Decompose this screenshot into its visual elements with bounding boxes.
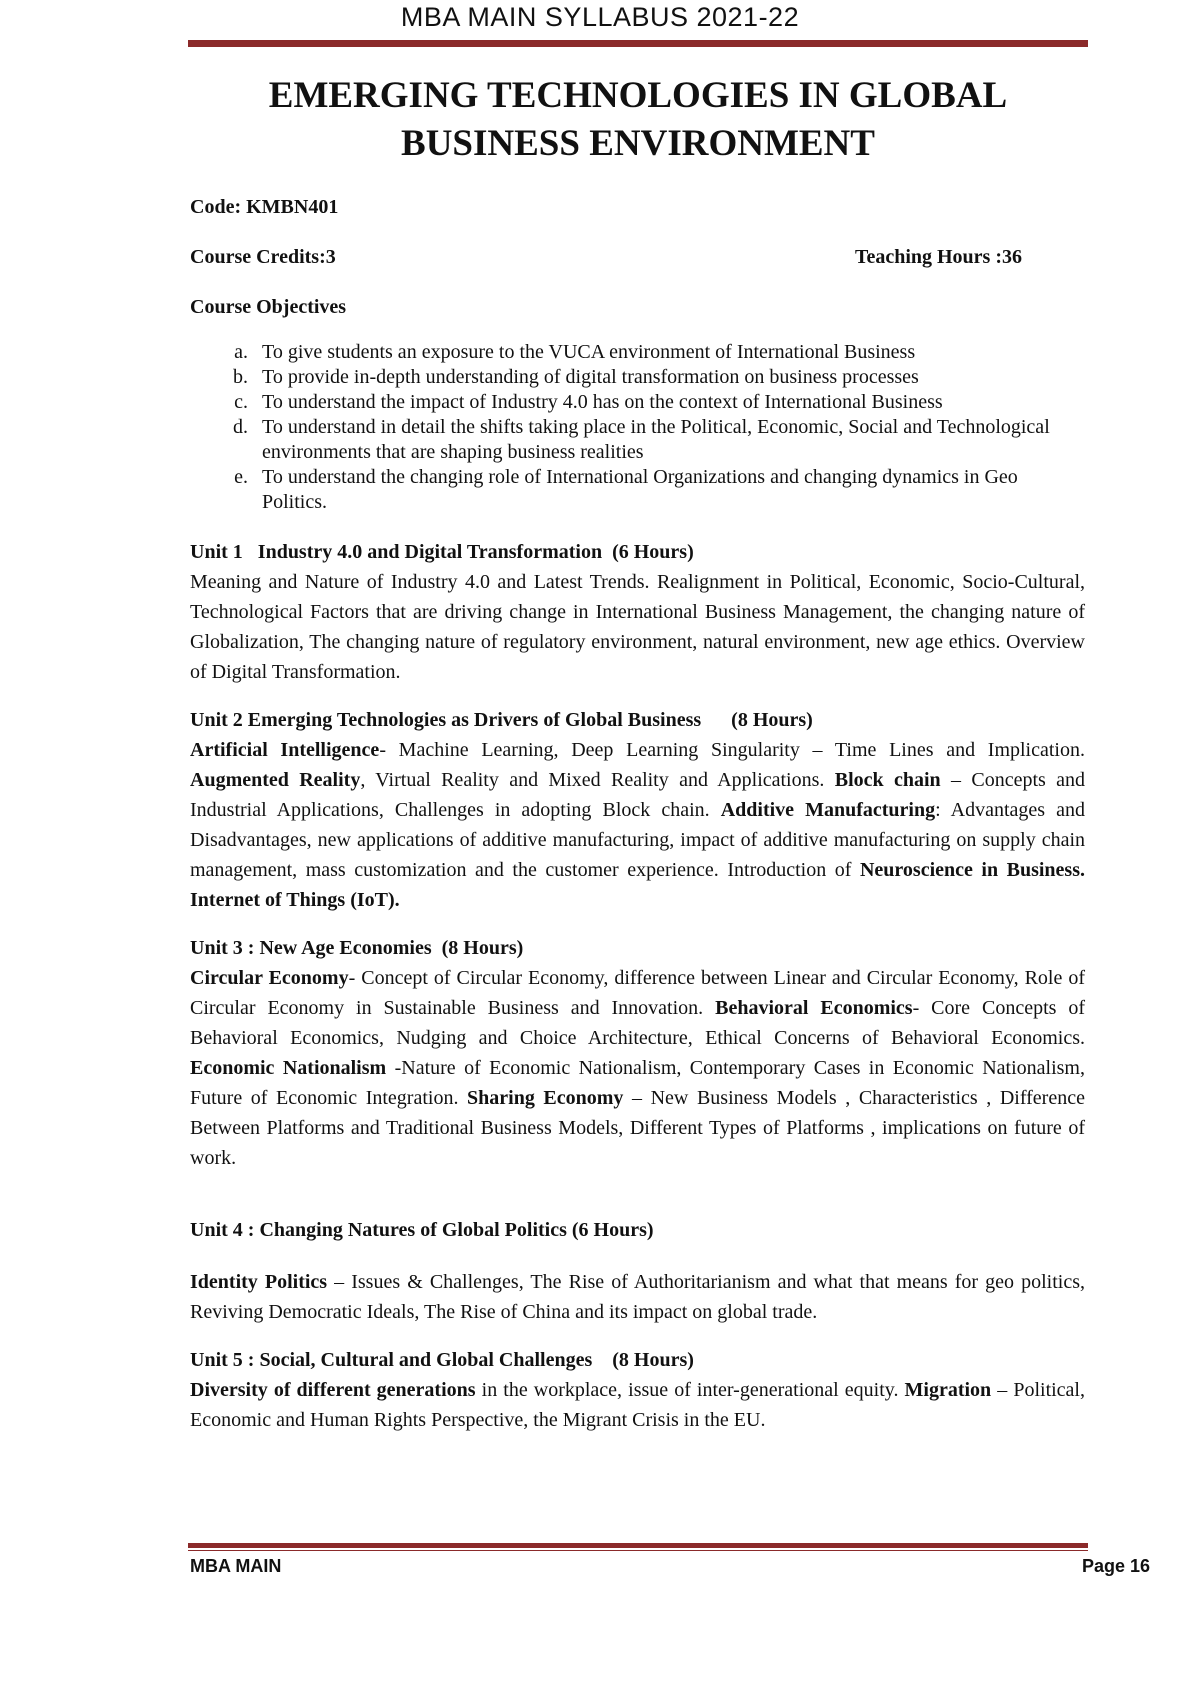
footer-rule (188, 1543, 1088, 1548)
term-migration: Migration (904, 1379, 992, 1401)
unit-2-heading: Unit 2 Emerging Technologies as Drivers of Global Business (8 Hours) (190, 709, 813, 731)
text-run: - Core Concepts of Behavioral Economics, Nudging and Choice Architecture, Ethical Concerns of Behavioral Economics. (190, 997, 1086, 1049)
term-ai: Artificial Intelligence (190, 739, 380, 761)
term-identity: Identity Politics (190, 1271, 328, 1293)
item-text: To understand the changing role of International Organizations and changing dynamics in Geo Politics. (262, 466, 1018, 513)
term-sharing: Sharing Economy (467, 1087, 624, 1109)
objectives-list (190, 340, 1085, 515)
text-run: : Advantages and Disadvantages, new applications of additive manufacturing, impact of additive manufacturing on supply chain management, mass customization and the customer experience. Introduction of (190, 799, 1085, 881)
title-line-2: BUSINESS ENVIRONMENT (401, 123, 875, 164)
term-circular: Circular Economy (190, 967, 349, 989)
item-letter: a. (234, 341, 248, 363)
item-letter: e. (234, 466, 248, 488)
unit-1 (190, 537, 1085, 687)
footer-label: MBA MAIN (190, 1556, 282, 1576)
item-text: To understand the impact of Industry 4.0 has on the context of International Business (262, 391, 943, 413)
unit-3-body (190, 963, 1085, 1173)
course-code: Code: KMBN401 (190, 196, 339, 218)
term-iot: Internet of Things (IoT). (190, 889, 400, 911)
page-title (188, 72, 1088, 168)
term-ar: Augmented Reality (190, 769, 361, 791)
unit-4-heading: Unit 4 : Changing Natures of Global Politics (6 Hours) (190, 1219, 654, 1241)
unit-4-body (190, 1267, 1085, 1327)
unit-2-body (190, 735, 1085, 915)
footer-rule-thin (188, 1550, 1088, 1551)
text-run: – Political, Economic and Human Rights Perspective, the Migrant Crisis in the EU. (190, 1379, 1085, 1431)
item-text: To give students an exposure to the VUCA environment of International Business (262, 341, 916, 363)
term-diversity: Diversity of different generations (190, 1379, 476, 1401)
unit-3-heading: Unit 3 : New Age Economies (8 Hours) (190, 937, 524, 959)
text-run: – Issues & Challenges, The Rise of Authoritarianism and what that means for geo politics, Reviving Democratic Ideals, The Rise of China and its impact on global trade. (190, 1271, 1085, 1323)
title-line-1: EMERGING TECHNOLOGIES IN GLOBAL (268, 75, 1008, 116)
unit-2 (190, 705, 1085, 915)
list-item (220, 340, 1085, 365)
list-item (220, 465, 1085, 515)
credits-row (190, 242, 1085, 272)
term-neuroscience: Neuroscience in Business. (859, 859, 1086, 881)
unit-5-heading: Unit 5 : Social, Cultural and Global Challenges (8 Hours) (190, 1349, 694, 1371)
unit-5-body (190, 1375, 1085, 1435)
header-rule (188, 40, 1088, 47)
item-text: To understand in detail the shifts taking place in the Political, Economic, Social and Technological environments that are shaping business realities (262, 416, 1050, 463)
term-behavioral: Behavioral Economics (715, 997, 913, 1019)
term-additive: Additive Manufacturing (720, 799, 936, 821)
teaching-hours: Teaching Hours :36 (854, 246, 1022, 268)
text-run: -Nature of Economic Nationalism, Contemporary Cases in Economic Nationalism, Future of Economic Integration. (190, 1057, 1085, 1109)
term-nationalism: Economic Nationalism (190, 1057, 387, 1079)
unit-1-heading: Unit 1 Industry 4.0 and Digital Transformation (6 Hours) (190, 541, 694, 563)
text-run: - Machine Learning, Deep Learning Singularity – Time Lines and Implication. (379, 739, 1085, 761)
text-run: - Concept of Circular Economy, difference between Linear and Circular Economy, Role of Circular Economy in Sustainable Business and Innovation. (190, 967, 1085, 1019)
unit-5 (190, 1345, 1085, 1435)
course-credits: Course Credits:3 (190, 246, 336, 268)
unit-4 (190, 1215, 1085, 1327)
item-letter: b. (233, 366, 248, 388)
unit-3 (190, 933, 1085, 1173)
page-number: Page 16 (1081, 1556, 1150, 1576)
item-letter: c. (234, 391, 248, 413)
text-run: , Virtual Reality and Mixed Reality and Applications. (360, 769, 835, 791)
page-header: MBA MAIN SYLLABUS 2021-22 (400, 2, 800, 32)
unit-1-body: Meaning and Nature of Industry 4.0 and Latest Trends. Realignment in Political, Economic, Socio-Cultural, Technological Factors that are driving change in International Business Management, the changing nature of Globalization, The changing nature of regulatory environment, natural environment, new age ethics. Overview of Digital Transformation. (190, 571, 1085, 683)
list-item (220, 365, 1085, 390)
syllabus-content (190, 192, 1085, 1453)
text-run: in the workplace, issue of inter-generational equity. (475, 1379, 905, 1401)
list-item (220, 415, 1085, 465)
item-text: To provide in-depth understanding of digital transformation on business processes (262, 366, 919, 388)
text-run: – New Business Models , Characteristics , Difference Between Platforms and Traditional Business Models, Different Types of Platforms , implications on future of work. (190, 1087, 1085, 1169)
term-blockchain: Block chain (834, 769, 941, 791)
list-item (220, 390, 1085, 415)
item-letter: d. (233, 416, 248, 438)
objectives-heading: Course Objectives (190, 296, 347, 318)
text-run: – Concepts and Industrial Applications, Challenges in adopting Block chain. (190, 769, 1086, 821)
